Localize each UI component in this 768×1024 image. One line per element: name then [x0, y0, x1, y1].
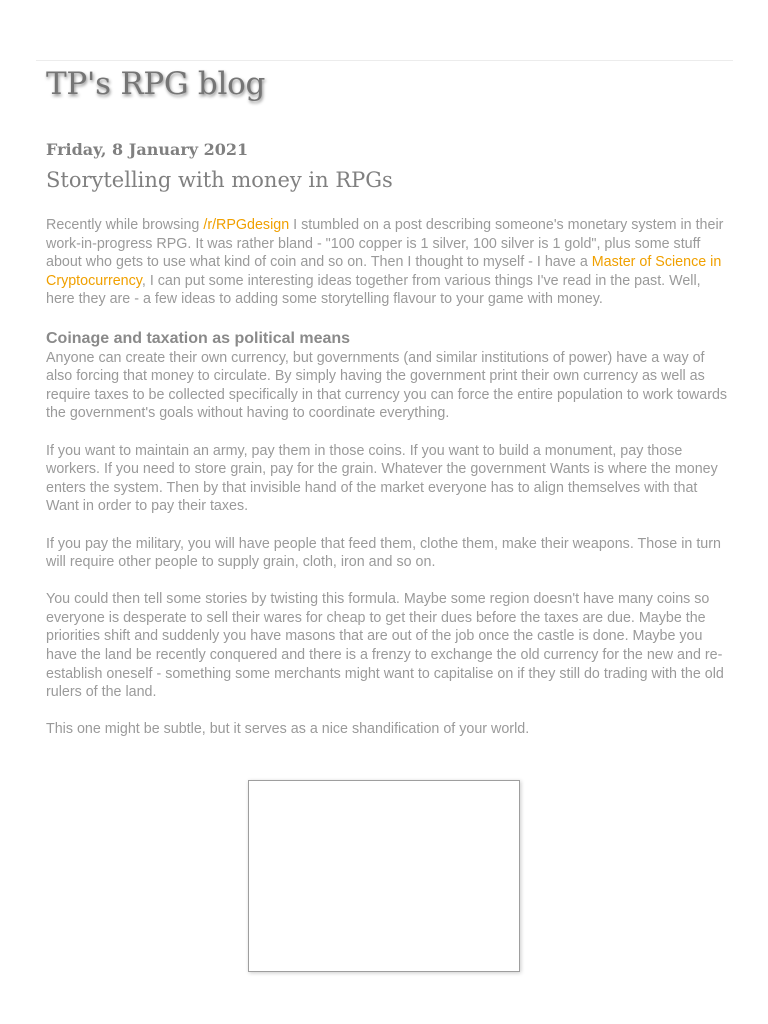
paragraph-5: This one might be subtle, but it serves as a nice shandification of your world. — [46, 721, 530, 738]
post-image-placeholder[interactable] — [248, 780, 520, 972]
paragraph-2: If you want to maintain an army, pay them in those coins. If you want to build a monument, pay those workers. If you need to store grain, pay for the grain. Whatever the government Wants is where the money enters the system. Then by that invisible hand of the market everyone has to align themselves with that Want in order to pay their taxes. — [46, 442, 718, 515]
post-title[interactable]: Storytelling with money in RPGs — [46, 168, 393, 192]
intro-text-2: I stumbled on a post describing someone's monetary system in their work-in-progress RPG. It was rather bland - "100 copper is 1 silver, 100 silver is 1 gold", plus some stuff about who gets to use what kind of coin and so on. Then I thought to myself - I have a — [46, 217, 724, 271]
rpgdesign-link[interactable]: /r/RPGdesign — [203, 217, 290, 233]
cryptocurrency-degree-link[interactable]: Master of Science in Cryptocurrency — [46, 254, 722, 289]
blog-title[interactable]: TP's RPG blog — [46, 66, 266, 102]
intro-paragraph — [46, 216, 728, 309]
intro-text-3: , I can put some interesting ideas together from various things I've read in the past. Well, here they are - a few ideas to adding some storytelling flavour to your game with money. — [46, 272, 701, 308]
header-divider — [36, 60, 733, 61]
post-date: Friday, 8 January 2021 — [46, 140, 249, 159]
paragraph-1: Anyone can create their own currency, but governments (and similar institutions of power) have a way of also forcing that money to circulate. By simply having the government print their own currency as well as require taxes to be collected specifically in that currency you can force the entire population to work towards the government's goals without having to coordinate everything. — [46, 349, 728, 422]
section-heading: Coinage and taxation as political means — [46, 329, 351, 347]
paragraph-3: If you pay the military, you will have people that feed them, clothe them, make their weapons. Those in turn will require other people to supply grain, cloth, iron and so on. — [46, 535, 721, 571]
paragraph-4: You could then tell some stories by twisting this formula. Maybe some region doesn't have many coins so everyone is desperate to sell their wares for cheap to get their dues before the taxes are due. Maybe the priorities shift and suddenly you have masons that are out of the job once the castle is done. Maybe you have the land be recently conquered and there is a frenzy to exchange the old currency for the new and re-establish oneself - something some merchants might want to capitalise on if they still do trading with the old rulers of the land. — [46, 591, 724, 701]
intro-text-1: Recently while browsing — [46, 217, 204, 233]
post-body — [46, 216, 728, 758]
